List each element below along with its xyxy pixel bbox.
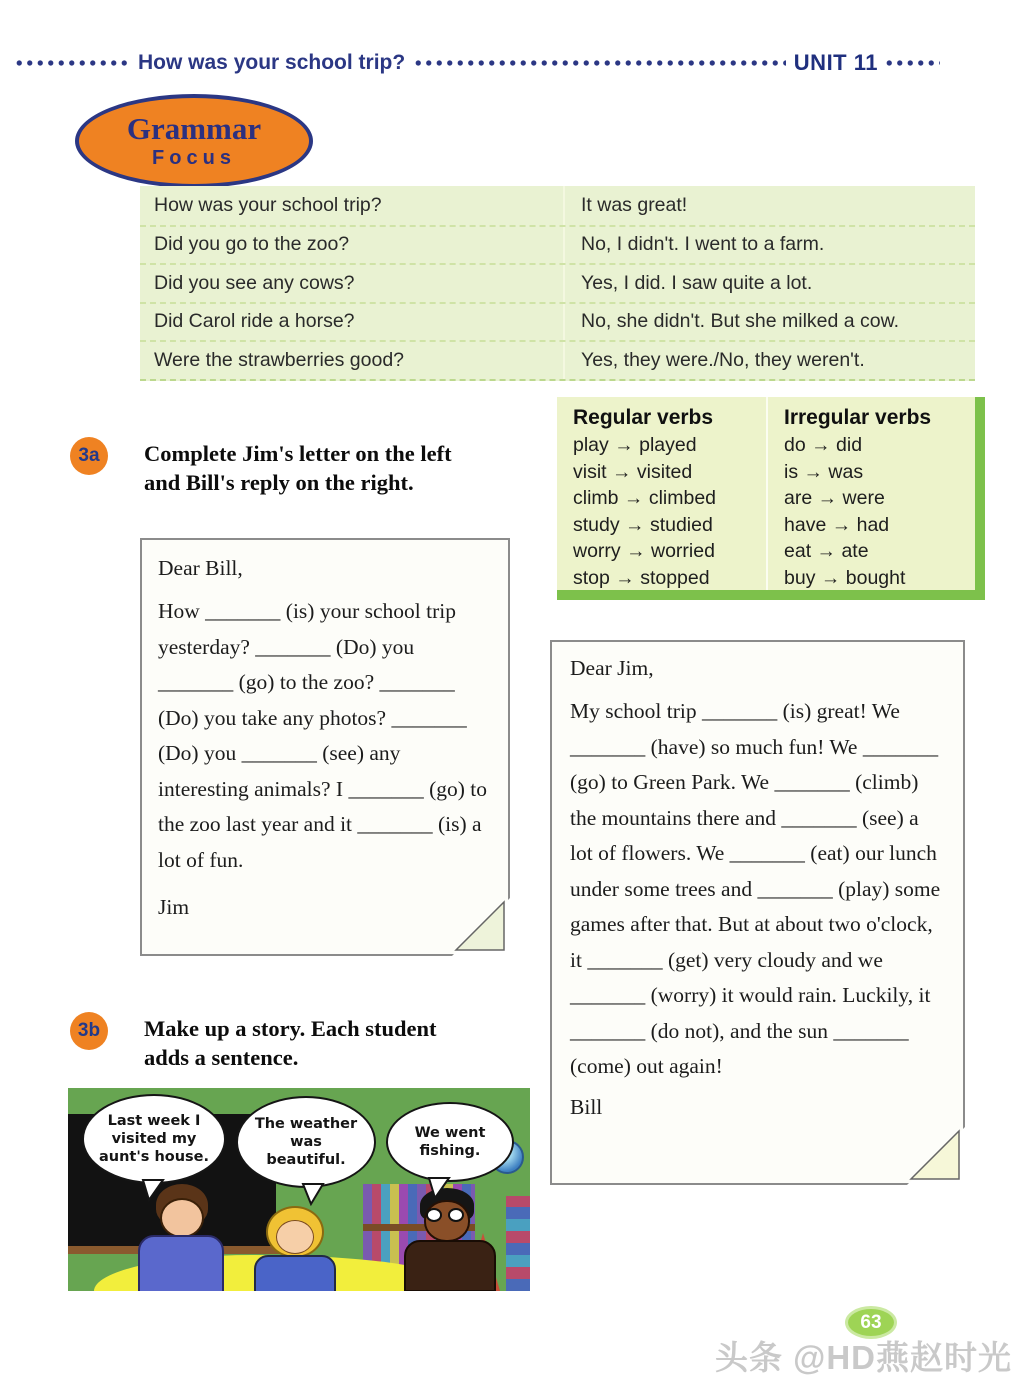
verb-pair: is → was bbox=[784, 460, 864, 483]
verb-pair: eat → ate bbox=[784, 540, 869, 562]
student1-head bbox=[160, 1198, 204, 1238]
student2-body bbox=[254, 1255, 336, 1291]
verb-pair: are → were bbox=[784, 487, 885, 509]
letter-body: How _______ (is) your school trip yesterday? _______ (Do) you _______ (go) to the zoo? _______ (Do) you take any photos? _______ (Do) you _______ (see) any interesting animals? I _______ (go) to the zoo last year and it _______ (is) a lot of fun. bbox=[158, 599, 487, 872]
letter-greeting: Dear Jim, bbox=[570, 656, 654, 680]
grammar-focus-title: Grammar bbox=[126, 110, 262, 146]
verb-pair: buy → bought bbox=[784, 566, 906, 589]
bookshelf-side bbox=[506, 1196, 530, 1291]
unit-label: UNIT 11 bbox=[793, 50, 878, 75]
verb-pair: climb → climbed bbox=[573, 487, 717, 509]
section-3a-instruction: Complete Jim's letter on the left and Bill's reply on the right. bbox=[144, 441, 452, 495]
speech-bubble: We went fishing. bbox=[386, 1102, 514, 1182]
watermark: 头条 @HD燕赵时光 bbox=[714, 1339, 1012, 1376]
student2-head bbox=[276, 1220, 314, 1254]
question-cell: Did Carol ride a horse? bbox=[154, 310, 355, 333]
grammar-focus-subtitle: Focus bbox=[152, 146, 236, 169]
letter-greeting: Dear Bill, bbox=[158, 556, 243, 580]
column-header: Regular verbs bbox=[573, 406, 714, 429]
student1-body bbox=[138, 1235, 224, 1291]
dotted-rule bbox=[14, 59, 132, 67]
dotted-rule bbox=[413, 59, 786, 67]
folded-corner-icon bbox=[452, 898, 510, 956]
answer-cell: It was great! bbox=[563, 186, 975, 225]
speech-bubble-tail bbox=[426, 1176, 452, 1200]
table-row bbox=[140, 186, 975, 225]
table-row bbox=[140, 302, 975, 341]
folded-corner-icon bbox=[907, 1127, 965, 1185]
table-row bbox=[140, 340, 975, 379]
bill-letter bbox=[550, 640, 965, 1185]
answer-cell: Yes, they were./No, they weren't. bbox=[563, 342, 975, 379]
verb-pair: do → did bbox=[784, 434, 863, 456]
irregular-verbs-column bbox=[766, 397, 975, 590]
speech-bubble: The weather was beautiful. bbox=[236, 1096, 376, 1188]
section-3b-badge: 3b bbox=[70, 1012, 108, 1050]
letter-body: My school trip _______ (is) great! We _______ (have) so much fun! We _______ (go) to Green Park. We _______ (climb) the mountains there and _______ (see) a lot of flowers. We _______ (eat) our lunch under some trees and _______ (play) some games after that. But at about two o'clock, it _______ (get) very cloudy and we _______ (worry) it would rain. Luckily, it _______ (do not), and the sun _______ (come) out again! bbox=[570, 699, 941, 1078]
verb-pair: visit → visited bbox=[573, 460, 693, 483]
question-cell: Did you go to the zoo? bbox=[154, 233, 350, 256]
speech-bubble-tail bbox=[300, 1182, 326, 1206]
answer-cell: No, she didn't. But she milked a cow. bbox=[563, 304, 975, 341]
grammar-focus-badge bbox=[75, 94, 313, 188]
glasses-icon bbox=[426, 1208, 442, 1222]
page-header-title: How was your school trip? bbox=[138, 51, 406, 74]
dotted-rule bbox=[884, 59, 940, 67]
table-row bbox=[140, 225, 975, 264]
regular-verbs-column bbox=[557, 397, 766, 590]
glasses-icon bbox=[448, 1208, 464, 1222]
question-cell: How was your school trip? bbox=[154, 193, 382, 216]
question-cell: Were the strawberries good? bbox=[154, 348, 405, 371]
student3-body bbox=[404, 1240, 496, 1291]
page-header bbox=[14, 48, 940, 78]
table-row bbox=[140, 263, 975, 302]
verb-pair: study → studied bbox=[573, 513, 713, 536]
verb-pair: worry → worried bbox=[573, 540, 715, 562]
speech-bubble-tail bbox=[140, 1178, 166, 1202]
jim-letter bbox=[140, 538, 510, 956]
answer-cell: Yes, I did. I saw quite a lot. bbox=[563, 265, 975, 302]
verb-pair: play → played bbox=[573, 434, 697, 456]
letter-signature: Bill bbox=[570, 1094, 603, 1119]
letter-signature: Jim bbox=[158, 895, 190, 919]
page-number-badge: 63 bbox=[845, 1306, 897, 1339]
column-header: Irregular verbs bbox=[784, 406, 932, 429]
verb-pair: stop → stopped bbox=[573, 566, 710, 589]
answer-cell: No, I didn't. I went to a farm. bbox=[563, 227, 975, 264]
comic-illustration bbox=[68, 1088, 530, 1291]
question-cell: Did you see any cows? bbox=[154, 271, 355, 294]
section-3a-badge: 3a bbox=[70, 437, 108, 475]
section-3b-instruction: Make up a story. Each student adds a sentence. bbox=[144, 1016, 437, 1070]
speech-bubble: Last week I visited my aunt's house. bbox=[82, 1094, 226, 1184]
verb-pair: have → had bbox=[784, 513, 890, 536]
verbs-table bbox=[557, 397, 985, 600]
grammar-focus-table bbox=[140, 186, 975, 381]
